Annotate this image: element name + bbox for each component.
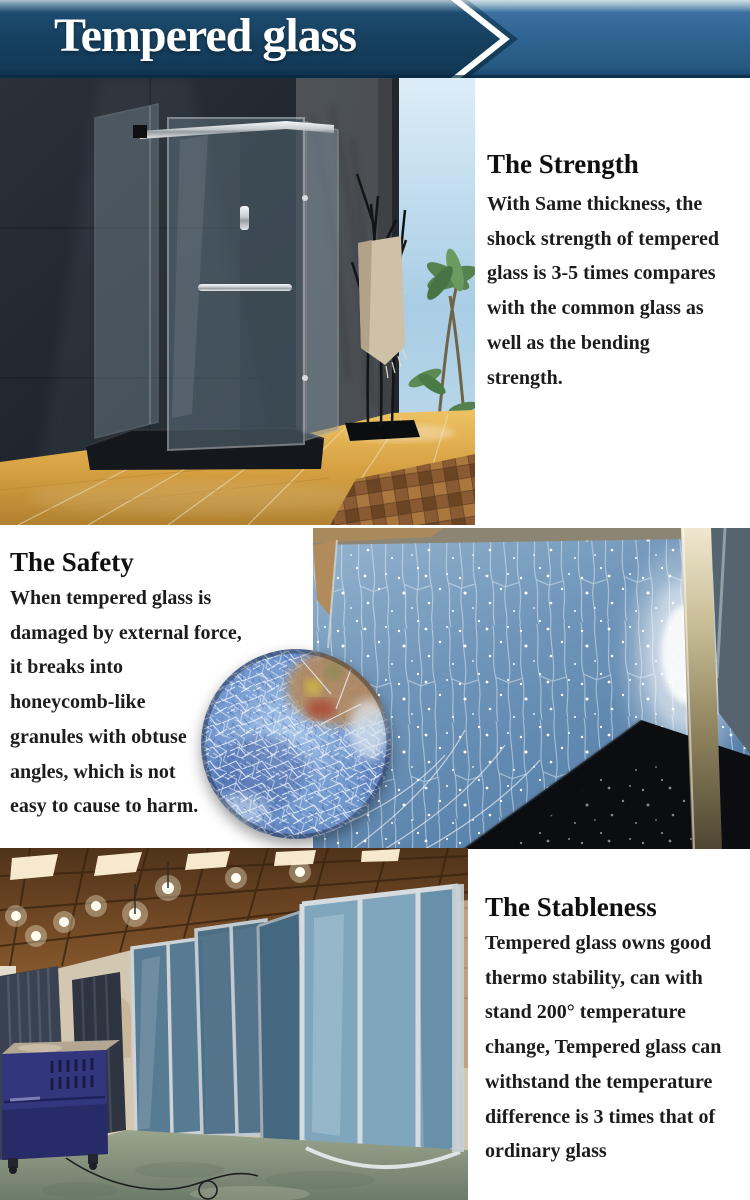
stableness-text-block [485,888,750,1169]
text-line: angles, which is not [10,760,176,783]
text-line: well as the bending [487,331,650,354]
text-line: it breaks into [10,656,123,679]
text-line: easy to cause to harm. [10,795,199,818]
text-line: stand 200° temperature [485,1001,686,1024]
page-title: Tempered glass [54,9,357,62]
text-line: with the common glass as [487,297,704,320]
text-line: honeycomb-like [10,691,146,714]
text-line: shock strength of tempered [487,227,720,250]
stableness-heading: The Stableness [485,892,657,922]
curved-glass-doors [258,886,462,1171]
broken-glass-inset-photo [201,649,391,839]
text-line: withstand the temperature [485,1070,713,1093]
framed-glass-panels [132,920,272,1138]
stableness-body [485,926,750,1169]
text-line: granules with obtuse [10,725,187,748]
cracked-glass-photo [313,528,750,849]
safety-heading: The Safety [10,547,134,577]
blue-cabinet [2,1040,120,1174]
text-line: When tempered glass is [10,587,212,609]
title-banner [0,0,750,78]
factory-warehouse-illustration [0,848,468,1200]
text-line: With Same thickness, the [487,193,703,215]
broken-glass-closeup-illustration [201,649,391,839]
text-line: Tempered glass owns good [485,932,712,954]
text-line: ordinary glass [485,1140,607,1163]
strength-text-block [487,145,750,395]
text-line: thermo stability, can with [485,966,703,989]
shower-enclosure-photo [0,78,475,525]
text-line: damaged by external force, [10,621,242,644]
text-line: glass is 3-5 times compares [487,262,716,285]
text-line: strength. [487,366,563,389]
factory-photo [0,848,468,1200]
strength-body [487,187,750,395]
text-line: change, Tempered glass can [485,1036,722,1059]
shower-room-illustration [0,78,475,525]
towel-handle-bar [198,284,292,291]
text-line: difference is 3 times that of [485,1105,716,1128]
strength-heading: The Strength [487,149,639,179]
cracked-glass-illustration [313,528,750,849]
